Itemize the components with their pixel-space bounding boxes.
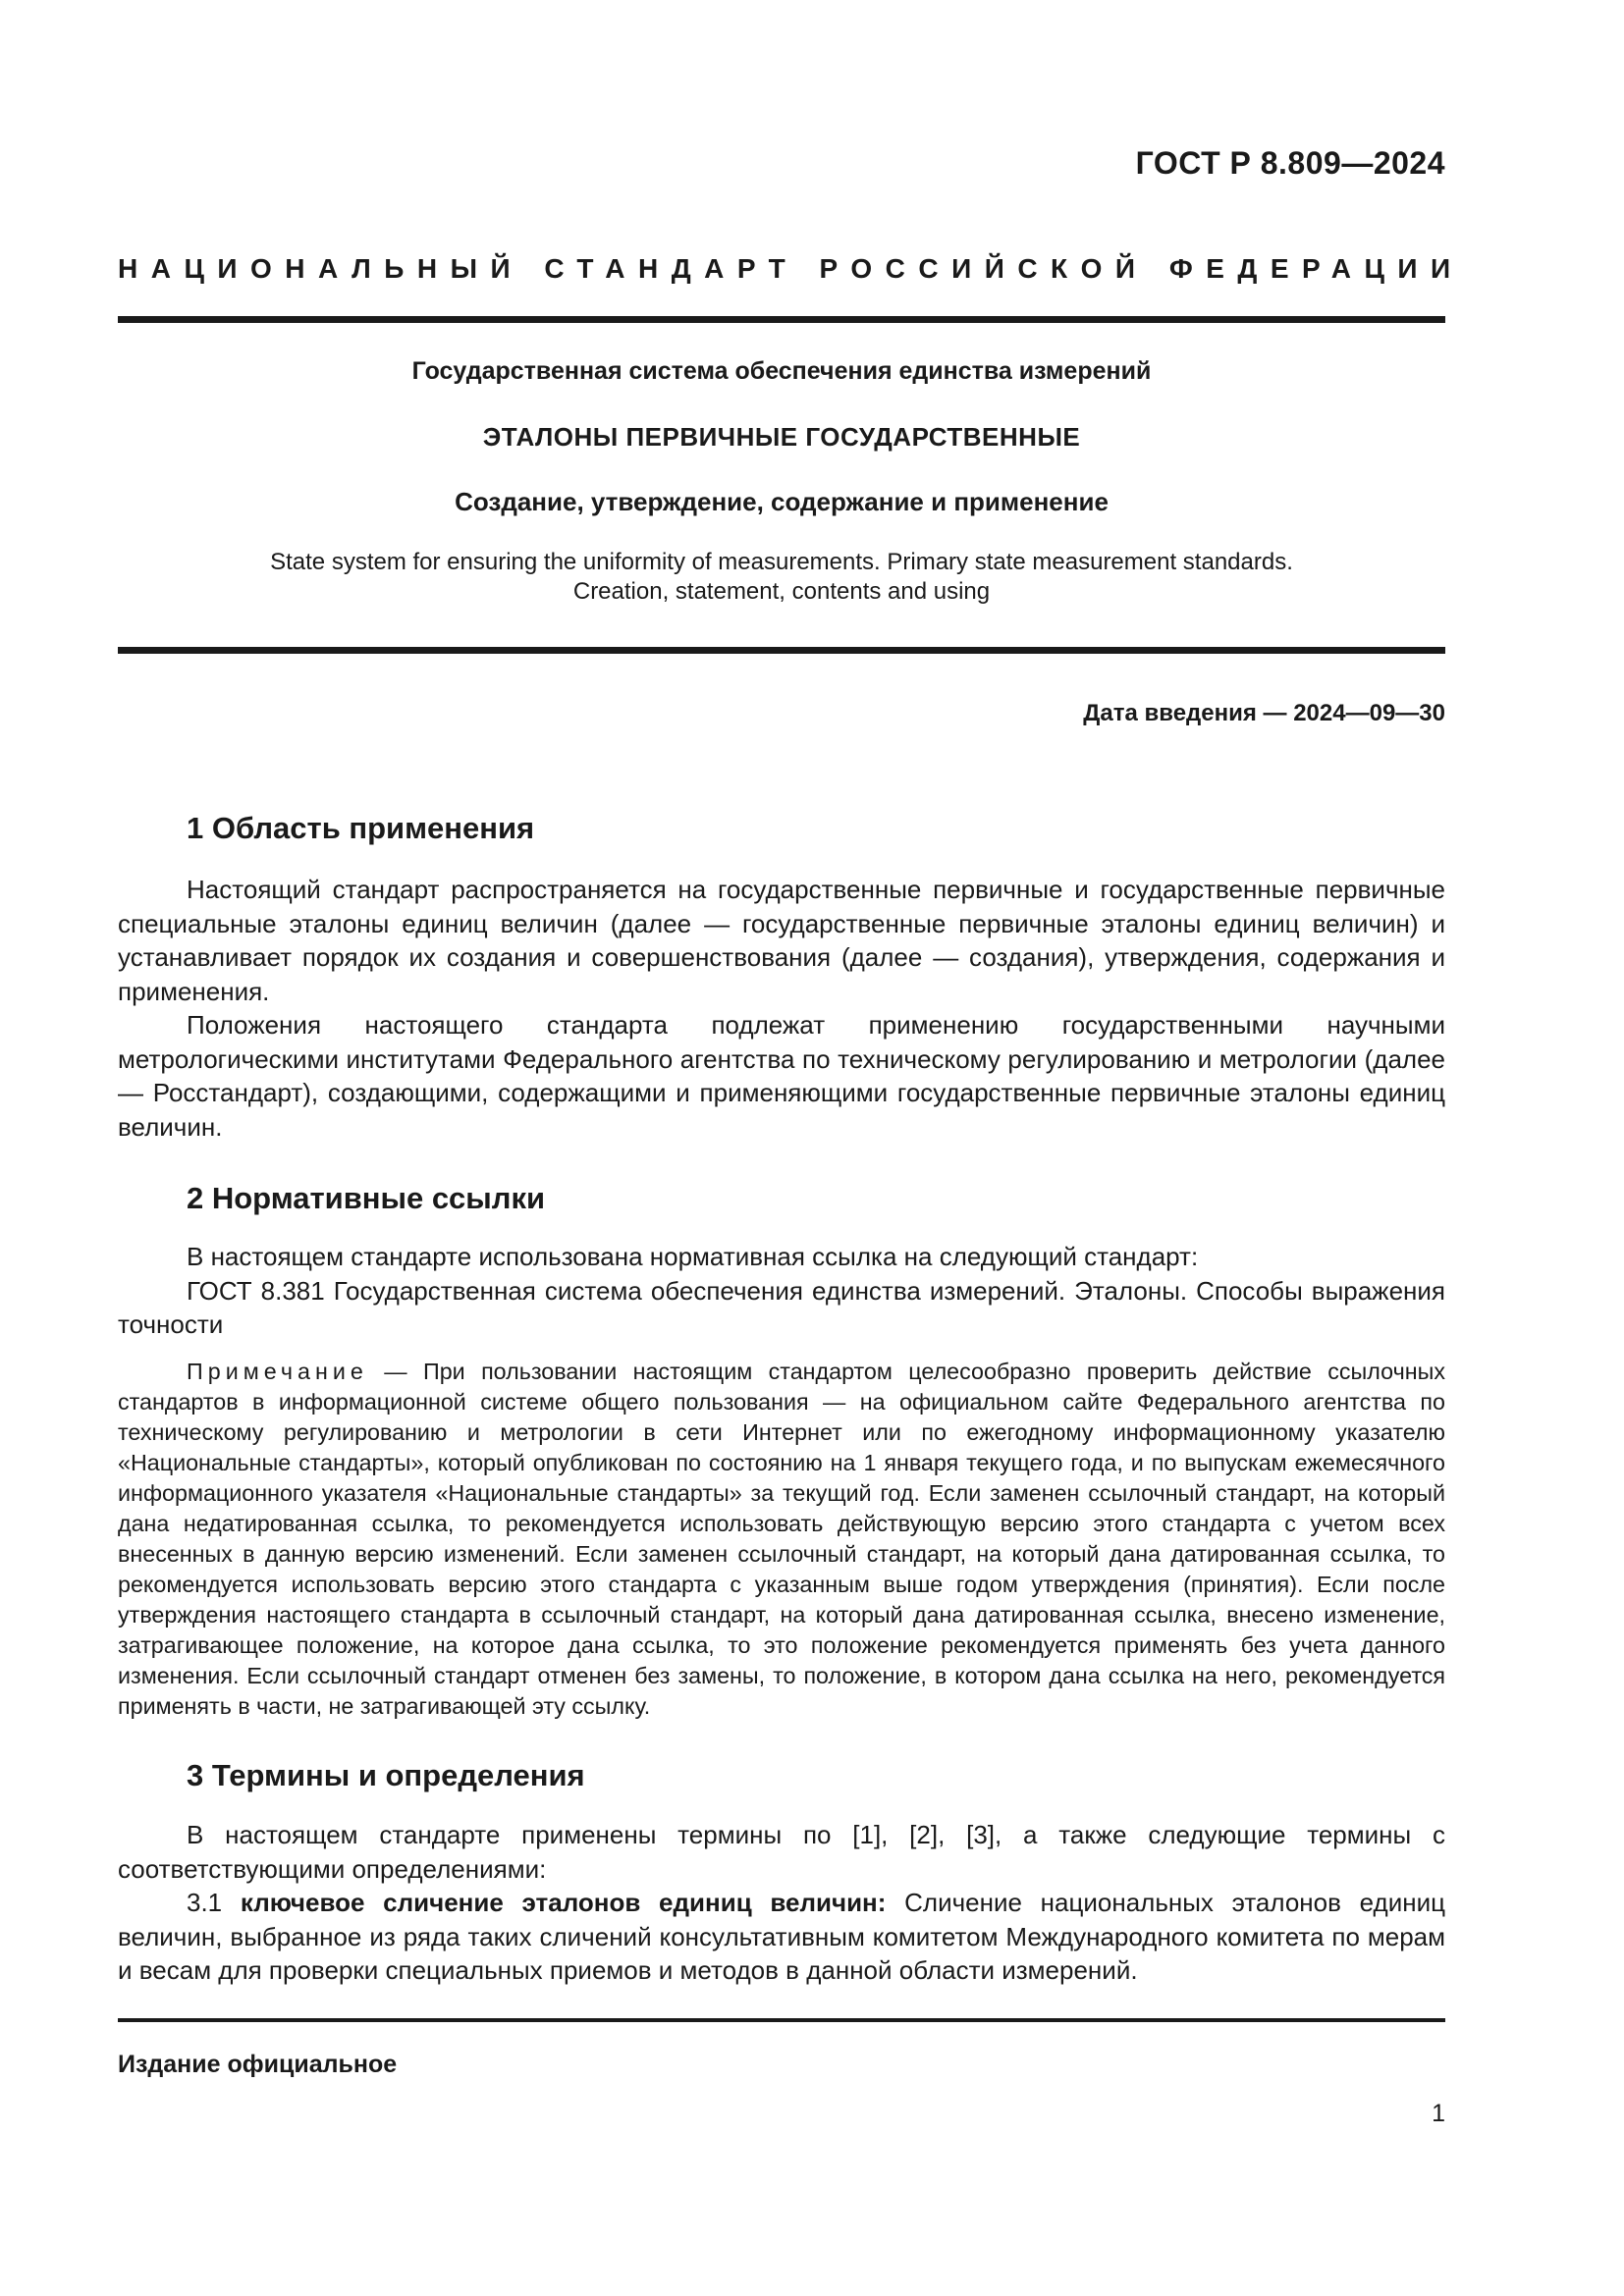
main-title: ЭТАЛОНЫ ПЕРВИЧНЫЕ ГОСУДАРСТВЕННЫЕ xyxy=(482,422,1081,452)
document-number: ГОСТ Р 8.809—2024 xyxy=(1135,145,1445,181)
note-block xyxy=(118,1357,1445,1722)
title-divider xyxy=(118,647,1445,654)
section-3-paragraph-1: В настоящем стандарте применены термины по [1], [2], [3], а также следующие термины с соответствующими определениями: xyxy=(118,1820,1445,1884)
section-1-heading: 1 Область применения xyxy=(187,811,535,845)
section-1-paragraph-2: Положения настоящего стандарта подлежат применению государственными научными метрологическими институтами Федерального агентства по техническому регулированию и метрологии (далее — Росстандарт), создающими, содержащими и применяющими государственные первичные эталоны единиц величин. xyxy=(118,1010,1445,1142)
section-2-paragraph-1: В настоящем стандарте использована нормативная ссылка на следующий стандарт: xyxy=(187,1242,1199,1271)
system-title: Государственная система обеспечения единства измерений xyxy=(411,357,1152,385)
page-number: 1 xyxy=(1432,2100,1445,2127)
english-title-line-1: State system for ensuring the uniformity of measurements. Primary state measurement standards. xyxy=(270,549,1293,575)
section-2-paragraph-2: ГОСТ 8.381 Государственная система обеспечения единства измерений. Эталоны. Способы выражения точности xyxy=(118,1275,1445,1339)
note-label: Примечание xyxy=(187,1359,368,1384)
english-title xyxy=(118,548,1445,607)
footer-divider xyxy=(118,2018,1445,2022)
section-3-body xyxy=(118,1818,1445,1988)
subtitle: Создание, утверждение, содержание и применение xyxy=(455,487,1109,516)
english-title-line-2: Creation, statement, contents and using xyxy=(572,578,991,605)
section-2-heading: 2 Нормативные ссылки xyxy=(187,1181,546,1215)
note-text: — При пользовании настоящим стандартом целесообразно проверить действие ссылочных стандартов в информационной системе общего пользования — на официальном сайте Федерального агентства по техническому регулированию и метрологии в сети Интернет или по ежегодному информационному указателю «Национальные стандарты», который опубликован по состоянию на 1 января текущего года, и по выпускам ежемесячного информационного указателя «Национальные стандарты» за текущий год. Если заменен ссылочный стандарт, на который дана недатированная ссылка, то рекомендуется использовать действующую версию этого стандарта с учетом всех внесенных в данную версию изменений. Если заменен ссылочный стандарт, на который дана датированная ссылка, то рекомендуется использовать версию этого стандарта с указанным выше годом утверждения (принятия). Если после утверждения настоящего стандарта в ссылочный стандарт, на который дана датированная ссылка, внесено изменение, затрагивающее положение, на которое дана ссылка, то это положение рекомендуется применять без учета данного изменения. Если ссылочный стандарт отменен без замены, то положение, в котором дана ссылка на него, рекомендуется применять в части, не затрагивающей эту ссылку. xyxy=(118,1359,1445,1719)
section-1-paragraph-1: Настоящий стандарт распространяется на государственные первичные и государственные первичные специальные эталоны единиц величин (далее — государственные первичные эталоны единиц величин) и устанавливает порядок их создания и совершенствования (далее — создания), утверждения, содержания и применения. xyxy=(118,875,1445,1006)
term-title: ключевое сличение эталонов единиц величин: xyxy=(240,1888,887,1917)
term-3-1 xyxy=(118,1886,1445,1988)
top-divider xyxy=(118,316,1445,323)
national-standard-banner: НАЦИОНАЛЬНЫЙ СТАНДАРТ РОССИЙСКОЙ ФЕДЕРАЦИИ xyxy=(118,253,1464,284)
section-1-body xyxy=(118,873,1445,1144)
official-edition-label: Издание официальное xyxy=(118,2051,398,2078)
term-number: 3.1 xyxy=(187,1888,241,1917)
introduction-date: Дата введения — 2024—09—30 xyxy=(1083,700,1445,726)
section-3-heading: 3 Термины и определения xyxy=(187,1758,585,1792)
term-definition: Сличение национальных эталонов единиц величин, выбранное из ряда таких сличений консультативным комитетом Международного комитета по мерам и весам для проверки специальных приемов и методов в данной области измерений. xyxy=(118,1888,1446,1985)
section-2-body xyxy=(118,1240,1445,1342)
